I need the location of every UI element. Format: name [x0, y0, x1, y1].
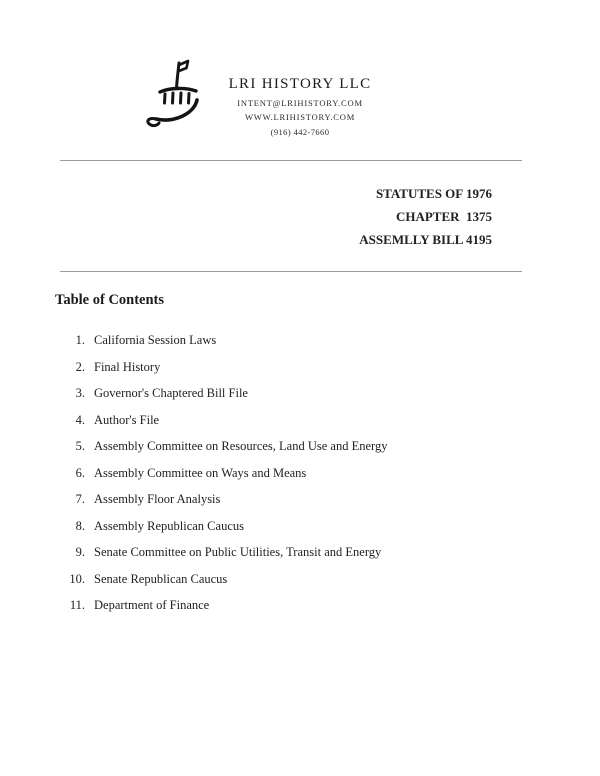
chapter-line: CHAPTER 1375: [395, 209, 492, 224]
toc-item-number: 8.: [75, 518, 85, 533]
toc-item-title: Senate Committee on Public Utilities, Transit and Energy: [94, 545, 382, 559]
ink-signature-logo-icon: [138, 58, 218, 146]
toc-item-number: 7.: [75, 492, 85, 506]
toc-item: [55, 386, 600, 401]
toc-item-title: Assembly Committee on Resources, Land Use and Energy: [94, 439, 388, 453]
statutes-line: STATUTES OF 1976: [375, 186, 492, 201]
toc-item-title: Author's File: [94, 412, 160, 427]
toc-item-title: California Session Laws: [94, 333, 217, 347]
toc-item: [55, 598, 600, 613]
toc-heading: Table of Contents: [55, 292, 165, 308]
toc-item-number: 10.: [69, 571, 85, 586]
assembly-bill-line: ASSEMLLY BILL 4195: [359, 232, 492, 247]
company-email: INTENT@LRIHISTORY.COM: [237, 97, 363, 108]
toc-item-title: Governor's Chaptered Bill File: [94, 386, 248, 400]
toc-item: [55, 413, 600, 428]
statute-reference-block: [0, 161, 600, 271]
toc-item-title: Final History: [94, 359, 161, 374]
toc-item-title: Assembly Committee on Ways and Means: [94, 465, 307, 480]
toc-item-number: 4.: [75, 412, 85, 427]
toc-item: [55, 519, 600, 534]
toc-item-number: 5.: [75, 439, 85, 453]
letterhead: [0, 0, 600, 160]
toc-item: [55, 466, 600, 481]
toc-list: [55, 333, 600, 613]
toc-item: [55, 545, 600, 560]
toc-item-number: 2.: [75, 359, 85, 374]
toc-item: [55, 439, 600, 454]
toc-item: [55, 333, 600, 348]
toc-item-number: 6.: [75, 465, 85, 480]
company-phone: (916) 442-7660: [270, 126, 330, 137]
toc-item: [55, 360, 600, 375]
toc-item-title: Assembly Republican Caucus: [94, 518, 244, 533]
toc-item: [55, 492, 600, 507]
company-name: LRI HISTORY LLC: [228, 76, 372, 92]
toc-item-number: 3.: [75, 386, 85, 400]
company-website: WWW.LRIHISTORY.COM: [244, 112, 356, 122]
toc-item: [55, 572, 600, 587]
toc-item-title: Senate Republican Caucus: [94, 571, 228, 586]
toc-item-number: 9.: [75, 545, 85, 559]
table-of-contents: [0, 272, 600, 613]
toc-item-number: 11.: [69, 598, 85, 612]
toc-item-number: 1.: [75, 333, 85, 347]
toc-item-title: Assembly Floor Analysis: [94, 492, 221, 506]
toc-item-title: Department of Finance: [94, 598, 210, 612]
